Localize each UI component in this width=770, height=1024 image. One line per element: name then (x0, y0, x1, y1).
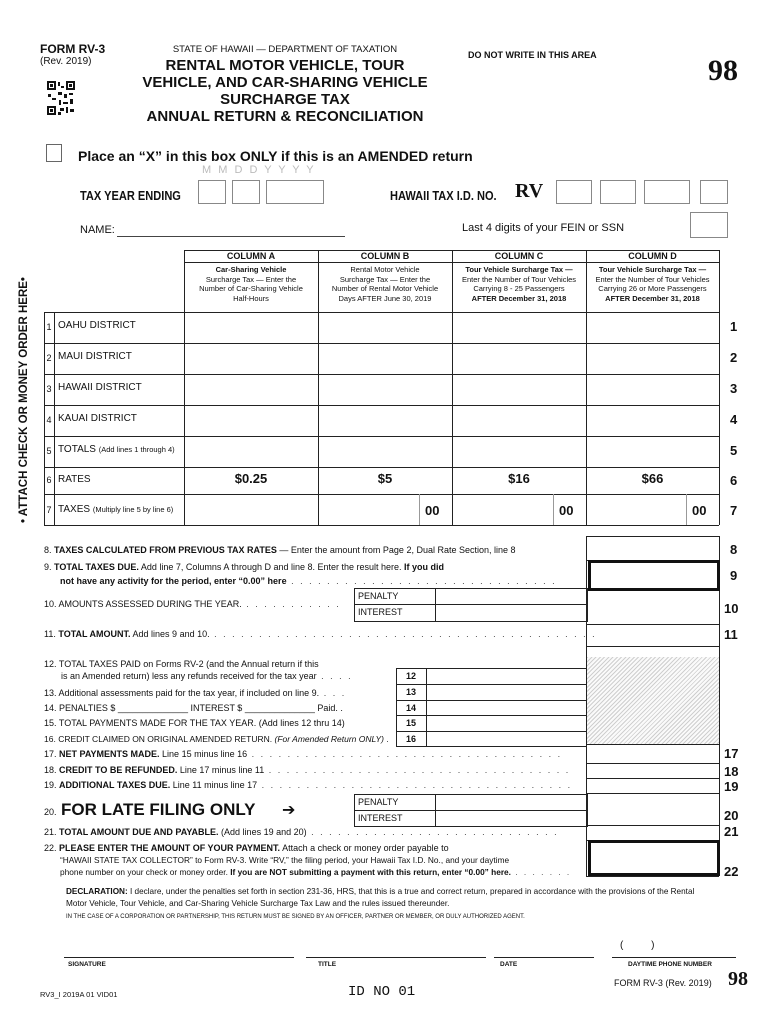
column-a-header: COLUMN A Car-Sharing Vehicle Surcharge Tax — Enter the Number of Car-Sharing Vehicle Half-Hours (199, 251, 303, 303)
line-18: 18. CREDIT TO BE REFUNDED. Line 17 minus line 11 . . . . . . . . . . . . . . . . . . . . . . . . . . . . . . . . . . (44, 765, 571, 775)
row-1-number: 1 (730, 319, 738, 334)
form-revision: (Rev. 2019) (40, 56, 92, 67)
line-21: 21. TOTAL AMOUNT DUE AND PAYABLE. (Add lines 19 and 20) . . . . . . . . . . . . . . . . . . . . . . . . . . . . (44, 827, 559, 837)
line-9: 9. TOTAL TAXES DUE. Add line 7, Columns A through D and line 8. Enter the result here. If you did (44, 562, 445, 572)
line-17-input[interactable] (587, 745, 718, 762)
row-taxes: 7 TAXES (Multiply line 5 by line 6) (46, 504, 174, 515)
line-9-continued: not have any activity for the period, enter “0.00” here . . . . . . . . . . . . . . . . . . . . . . . . . . . . . . (60, 576, 557, 586)
row-rates: 6 RATES (46, 474, 91, 485)
line-17-number: 17 (724, 746, 739, 761)
line-22-instructions: phone number on your check or money order. If you are NOT submitting a payment with this return, enter “0.00” here. . . . . . . . (60, 867, 572, 877)
line-8: 8. TAXES CALCULATED FROM PREVIOUS TAX RATES — Enter the amount from Page 2, Dual Rate Section, line 8 (44, 545, 516, 555)
arrow-right-icon: ➔ (281, 802, 296, 819)
qr-code (46, 80, 76, 116)
footer-form-number: 98 (728, 968, 748, 990)
form-id: FORM RV-3 (40, 42, 106, 56)
column-b-header: COLUMN B Rental Motor Vehicle Surcharge Tax — Enter the Number of Rental Motor Vehicle Days AFTER June 30, 2019 (331, 251, 439, 303)
name-input[interactable] (117, 236, 345, 237)
row-5-number: 5 (730, 443, 738, 458)
row-3-number: 3 (730, 381, 738, 396)
line-14: 14. PENALTIES $ ______________ INTEREST $ ______________ Paid. . (44, 703, 343, 713)
shaded-area-lines-12-16 (587, 657, 719, 744)
line-11: 11. TOTAL AMOUNT. Add lines 9 and 10. . . . . . . . . . . . . . . . . . . . . . . . . . . . . . . . . . . . . . . . . . . . (44, 629, 597, 639)
row-oahu: 1 OAHU DISTRICT (46, 320, 136, 332)
fein-label: Last 4 digits of your FEIN or SSN (462, 222, 625, 234)
line-12: 12. TOTAL TAXES PAID on Forms RV-2 (and the Annual return if this is an Amended return) less any refunds received for the tax year . . . . (44, 659, 353, 681)
corporation-notice: IN THE CASE OF A CORPORATION OR PARTNERSHIP, THIS RETURN MUST BE SIGNED BY AN OFFICER, PARTNER OR MEMBER, OR DULY AUTHORIZED AGENT. (66, 914, 525, 920)
title-label: TITLE (318, 961, 337, 968)
line-15-box-number: 15 (405, 718, 416, 728)
row-kauai: 4 KAUAI DISTRICT (46, 413, 137, 425)
row-hawaii: 3 HAWAII DISTRICT (46, 382, 142, 394)
rate-column-a: $0.25 (234, 471, 268, 486)
signature-line[interactable] (64, 957, 294, 958)
line-11-number: 11 (724, 627, 738, 642)
form-title: RENTAL MOTOR VEHICLE, TOUR VEHICLE, AND CAR-SHARING VEHICLE SURCHARGE TAX ANNUAL RETURN & RECONCILIATION (142, 57, 428, 125)
amended-label: Place an “X” in this box ONLY if this is an AMENDED return (78, 148, 473, 164)
line-10: 10. AMOUNTS ASSESSED DURING THE YEAR. . . . . . . . . . . . (44, 599, 341, 609)
line-16-box-number: 16 (405, 734, 416, 744)
rate-column-d: $66 (641, 471, 664, 486)
fein-input[interactable] (690, 212, 728, 238)
row-6-number: 6 (730, 473, 738, 488)
line-22: 22. PLEASE ENTER THE AMOUNT OF YOUR PAYMENT. Attach a check or money order payable to (44, 843, 449, 853)
line-19: 19. ADDITIONAL TAXES DUE. Line 11 minus line 17 . . . . . . . . . . . . . . . . . . . . . . . . . . . . . . . . . . . (44, 780, 573, 790)
line-14-input[interactable] (427, 701, 585, 714)
hawaii-id-label: HAWAII TAX I.D. NO. (390, 188, 497, 203)
line-19-number: 19 (724, 779, 739, 794)
phone-label: DAYTIME PHONE NUMBER (628, 961, 712, 968)
line-14-box-number: 14 (405, 703, 416, 713)
row-7-number: 7 (730, 503, 738, 518)
phone-area-code: ( ) (620, 940, 655, 951)
line-13: 13. Additional assessments paid for the tax year, if included on line 9. . . . (44, 688, 347, 698)
line-8-input[interactable] (587, 537, 718, 559)
row-2-number: 2 (730, 350, 738, 365)
line-10-number: 10 (724, 601, 739, 616)
line-10-penalty-interest-input[interactable] (436, 589, 586, 619)
line-15: 15. TOTAL PAYMENTS MADE FOR THE TAX YEAR. (Add lines 12 thru 14) (44, 718, 345, 728)
line-10-penalty-interest-box: PENALTY INTEREST (354, 588, 588, 622)
footer-code: RV3_I 2019A 01 VID01 (40, 990, 118, 999)
name-label: NAME: (80, 224, 115, 236)
row-maui: 2 MAUI DISTRICT (46, 351, 132, 363)
line-22-input[interactable] (588, 840, 720, 876)
tax-year-label: TAX YEAR ENDING (80, 188, 181, 203)
line-8-number: 8 (730, 542, 738, 557)
footer-form-name: FORM RV-3 (Rev. 2019) (614, 978, 712, 988)
taxes-column-d-cents: 00 (692, 503, 707, 518)
column-d-header: COLUMN D Tour Vehicle Surcharge Tax — Enter the Number of Tour Vehicles Carrying 26 or More Passengers AFTER December 31, 2018 (595, 251, 710, 303)
line-18-number: 18 (724, 764, 739, 779)
line-20-penalty-interest-input[interactable] (436, 795, 586, 824)
row-4-number: 4 (730, 412, 738, 427)
line-13-box-number: 13 (405, 687, 416, 697)
phone-line[interactable] (612, 957, 736, 958)
row-totals: 5 TOTALS (Add lines 1 through 4) (46, 444, 175, 456)
line-12-box-number: 12 (405, 671, 416, 681)
footer-id-no: ID NO 01 (348, 984, 416, 1000)
line-21-number: 21 (724, 824, 739, 839)
line-16-input[interactable] (427, 732, 585, 745)
line-19-input[interactable] (587, 779, 718, 792)
do-not-write-area: DO NOT WRITE IN THIS AREA (468, 50, 597, 60)
date-format-hint: M M D D Y Y Y Y (202, 164, 316, 176)
line-16: 16. CREDIT CLAIMED ON ORIGINAL AMENDED RETURN. (For Amended Return ONLY) . (44, 734, 389, 744)
rate-column-b: $5 (377, 471, 393, 486)
line-9-number: 9 (730, 568, 738, 583)
line-12-input[interactable] (427, 669, 585, 683)
line-13-input[interactable] (427, 685, 585, 699)
line-22-continued: “HAWAII STATE TAX COLLECTOR” to Form RV-3. Write “RV,” the filing period, your Hawaii Tax I.D. No., and your daytime (60, 855, 510, 865)
line-20: 20. FOR LATE FILING ONLY ➔ (44, 800, 296, 819)
line-20-number: 20 (724, 808, 739, 823)
declaration: DECLARATION: I declare, under the penalties set forth in section 231-36, HRS, that this is a true and correct return, prepared in accordance with the provisions of the Rental Motor Vehicle, Tour Vehicle, and Car-Sharing Vehicle Surcharge Tax Law and the rules issued thereunder. (66, 887, 695, 908)
district-count-inputs[interactable] (185, 313, 718, 466)
title-line[interactable] (306, 957, 486, 958)
line-20-penalty-interest-box: PENALTY INTEREST (354, 794, 588, 827)
hawaii-id-prefix: RV (515, 180, 544, 202)
form-number: 98 (708, 54, 738, 87)
agency-name: STATE OF HAWAII — DEPARTMENT OF TAXATION (172, 44, 398, 55)
taxes-column-c-cents: 00 (559, 503, 574, 518)
line-17: 17. NET PAYMENTS MADE. Line 15 minus line 16 . . . . . . . . . . . . . . . . . . . . . . . . . . . . . . . . . . . (44, 749, 563, 759)
line-9-input[interactable] (588, 560, 720, 591)
line-21-input[interactable] (587, 826, 718, 839)
amended-checkbox[interactable] (46, 144, 62, 162)
date-label: DATE (500, 961, 518, 968)
rate-column-c: $16 (508, 471, 530, 486)
line-22-number: 22 (724, 864, 739, 879)
line-11-input[interactable] (587, 625, 718, 645)
signature-label: SIGNATURE (68, 961, 106, 968)
date-line[interactable] (494, 957, 594, 958)
line-18-input[interactable] (587, 764, 718, 777)
line-15-input[interactable] (427, 716, 585, 730)
taxes-amount-inputs[interactable] (185, 495, 718, 524)
taxes-column-b-cents: 00 (425, 503, 440, 518)
column-c-header: COLUMN C Tour Vehicle Surcharge Tax — Enter the Number of Tour Vehicles Carrying 8 - 25 Passengers AFTER December 31, 2018 (461, 251, 577, 303)
